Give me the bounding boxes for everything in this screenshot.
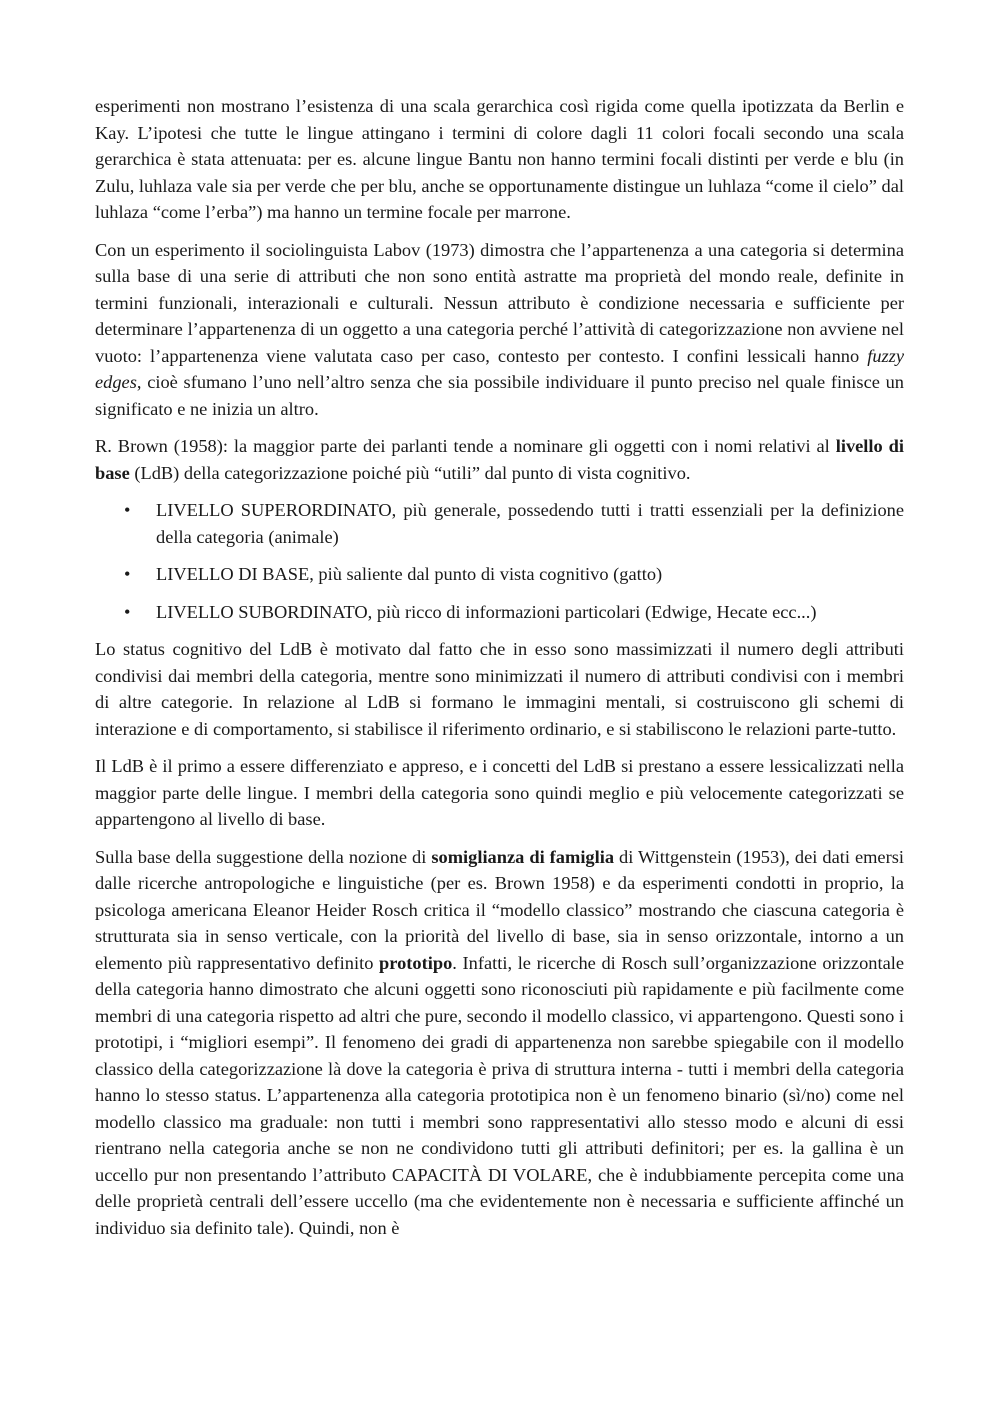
paragraph-text: di Wittgenstein (1953), dei dati emersi dalle ricerche antropologiche e linguistiche (per es. Brown 1958) e da esperimenti condotti in proprio, la psicologa americana Eleanor Heider Rosch critica il “modello classico” mostrando che ciascuna categoria è strutturata sia in senso verticale, con la priorità del livello di base, sia in senso orizzontale, intorno a un elemento più rappresentativo definito: [95, 846, 904, 973]
levels-list: [95, 497, 904, 625]
list-item-superordinato: [95, 497, 904, 550]
paragraph-rosch: [95, 844, 904, 1242]
bullet-icon: •: [124, 564, 131, 584]
list-item-base: [95, 561, 904, 588]
paragraph-ldb-status: [95, 636, 904, 742]
paragraph-color-terms: [95, 93, 904, 226]
list-item-subordinato: [95, 599, 904, 626]
list-item-text: LIVELLO SUBORDINATO, più ricco di informazioni particolari (Edwige, Hecate ecc...): [156, 601, 817, 622]
paragraph-text: Lo status cognitivo del LdB è motivato dal fatto che in esso sono massimizzati il numero degli attributi condivisi dai membri della categoria, mentre sono minimizzati il numero di attributi condivisi con i membri di altre categorie. In relazione al LdB si formano le immagini mentali, si costruiscono gli schemi di interazione e di comportamento, si stabilisce il riferimento ordinario, e si stabiliscono le relazioni parte-tutto.: [95, 639, 904, 739]
paragraph-text: . Infatti, le ricerche di Rosch sull’organizzazione orizzontale della categoria hanno dimostrato che alcuni oggetti sono riconosciuti più rapidamente e più facilmente come membri di una categoria rispetto ad altri che pure, secondo il modello classico, vi appartengono. Questi sono i prototipi, i “migliori esempi”. Il fenomeno dei gradi di appartenenza non sarebbe spiegabile con il modello classico della categorizzazione là dove la categoria è priva di struttura interna - tutti i membri della categoria hanno lo stesso status. L’appartenenza alla categoria prototipica non è un fenomeno binario (sì/no) come nel modello classico ma graduale: non tutti i membri sono rappresentativi allo stesso modo e alcuni di essi rientrano nella categoria anche se non ne condividono tutti gli attributi definitori; per es. la gallina è un uccello pur non presentando l’attributo CAPACITÀ DI VOLARE, che è indubbiamente percepita come una delle proprietà centrali dell’essere uccello (ma che evidentemente non è necessaria e sufficiente affinché un individuo sia definito tale). Quindi, non è: [95, 952, 905, 1238]
fuzzy-edges-term: fuzzy edges: [95, 345, 904, 392]
prototipo-term: prototipo: [379, 952, 453, 973]
paragraph-brown: [95, 433, 904, 486]
paragraph-ldb-first: [95, 753, 904, 833]
paragraph-text: , cioè sfumano l’uno nell’altro senza che sia possibile individuare il punto preciso nel quale finisce un significato e ne inizia un altro.: [95, 372, 904, 419]
somiglianza-di-famiglia-term: somiglianza di famiglia: [431, 846, 615, 867]
paragraph-text: Sulla base della suggestione della nozione di: [95, 846, 432, 867]
list-item-text: LIVELLO DI BASE, più saliente dal punto di vista cognitivo (gatto): [156, 564, 663, 584]
paragraph-text: R. Brown (1958): la maggior parte dei parlanti tende a nominare gli oggetti con i nomi relativi al: [95, 436, 836, 456]
paragraph-text: esperimenti non mostrano l’esistenza di una scala gerarchica così rigida come quella ipotizzata da Berlin e Kay. L’ipotesi che tutte le lingue attingano i termini di colore dagli 11 colori focali secondo una scala gerarchica è stata attenuata: per es. alcune lingue Bantu non hanno termini focali distinti per verde e blu (in Zulu, luhlaza vale sia per verde che per blu, anche se opportunamente distingue un luhlaza “come il cielo” dal luhlaza “come l’erba”) ma hanno un termine focale per marrone.: [95, 96, 904, 222]
paragraph-text: Con un esperimento il sociolinguista Labov (1973) dimostra che l’appartenenza a una categoria si determina sulla base di una serie di attributi che non sono entità astratte ma proprietà del mondo reale, definite in termini funzionali, interazionali e culturali. Nessun attributo è condizione necessaria e sufficiente per determinare l’appartenenza di un oggetto a una categoria perché l’attività di categorizzazione non avviene nel vuoto: l’appartenenza viene valutata caso per caso, contesto per contesto. I confini lessicali hanno: [95, 239, 904, 366]
paragraph-text: Il LdB è il primo a essere differenziato e appreso, e i concetti del LdB si prestano a essere lessicalizzati nella maggior parte delle lingue. I membri della categoria sono quindi meglio e più velocemente categorizzati se appartengono al livello di base.: [95, 756, 904, 829]
bullet-icon: •: [124, 500, 131, 520]
livello-di-base-term: livello di base: [95, 436, 904, 483]
paragraph-text: (LdB) della categorizzazione poiché più “utili” dal punto di vista cognitivo.: [129, 462, 691, 483]
paragraph-labov: [95, 237, 904, 423]
document-page: [95, 93, 904, 1252]
bullet-icon: •: [124, 601, 131, 622]
list-item-text: LIVELLO SUPERORDINATO, più generale, possedendo tutti i tratti essenziali per la definizione della categoria (animale): [156, 500, 904, 547]
